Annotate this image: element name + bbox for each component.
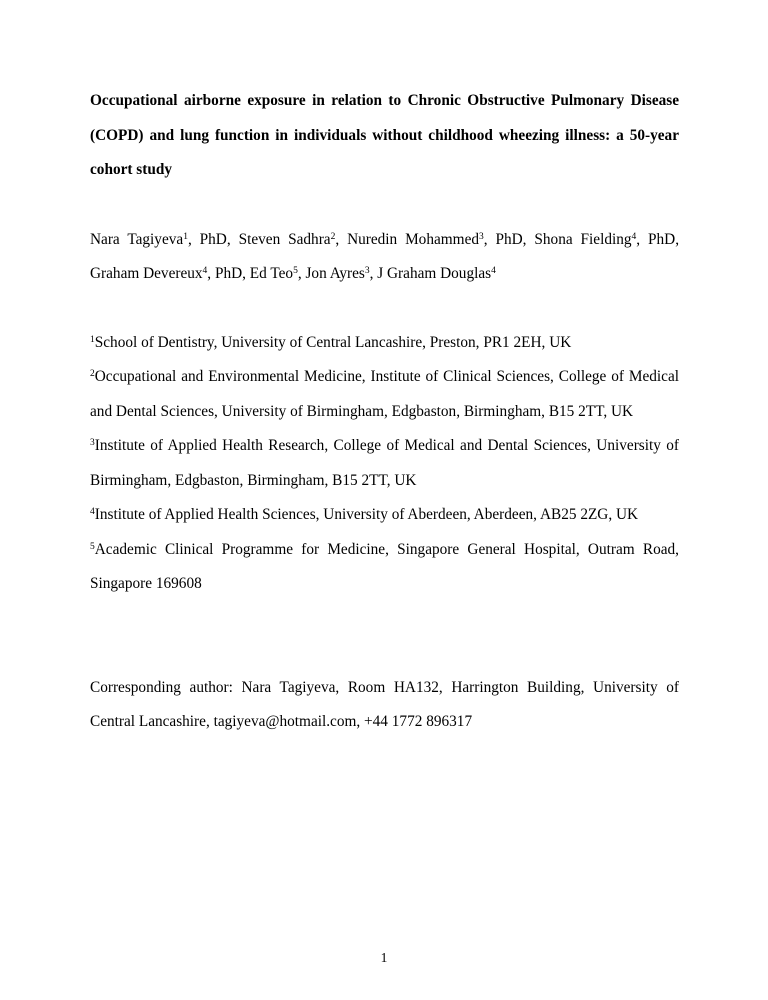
author: Nuredin Mohammed$^3$, PhD, [347,230,535,248]
author: Jon Ayres$^3$, [305,265,378,282]
affiliation: $^2$Occupational and Environmental Medicine, Institute of Clinical Sciences, College of Medical and Dental Sciences, University of Birmingham, Edgbaston, Birmingham, B15 2TT, UK [90,368,679,420]
affiliation: $^4$Institute of Applied Health Sciences, University of Aberdeen, Aberdeen, AB25 2ZG, UK [90,506,639,523]
author: Shona Fielding$^4$, PhD, [534,230,680,248]
author: Steven Sadhra$^2$, [238,230,348,248]
author: Nara Tagiyeva$^1$, PhD, [90,230,239,248]
page-number: 1 [380,950,388,965]
paper-title-page [90,84,679,740]
affiliation: $^3$Institute of Applied Health Research, College of Medical and Dental Sciences, University of Birmingham, Edgbaston, Birmingham, B15 2TT, UK [90,437,679,489]
corresponding-author: Corresponding author: Nara Tagiyeva, Room HA132, Harrington Building, University of Central Lancashire, tagiyeva@hotmail.com, +44 1772 896317 [90,678,679,730]
affiliation: $^5$Academic Clinical Programme for Medicine, Singapore General Hospital, Outram Road, Singapore 169608 [90,540,679,592]
author-list [90,223,679,292]
affiliation-list [90,326,679,602]
author: Ed Teo$^5$, [249,265,306,282]
author: Graham Devereux$^4$, PhD, [90,265,250,282]
affiliation: $^1$School of Dentistry, University of Central Lancashire, Preston, PR1 2EH, UK [90,333,572,351]
author: J Graham Douglas$^4$ [377,265,496,282]
paper-title: Occupational airborne exposure in relation to Chronic Obstructive Pulmonary Disease (COPD) and lung function in individuals without childhood wheezing illness: a 50-year cohort study [90,92,679,178]
